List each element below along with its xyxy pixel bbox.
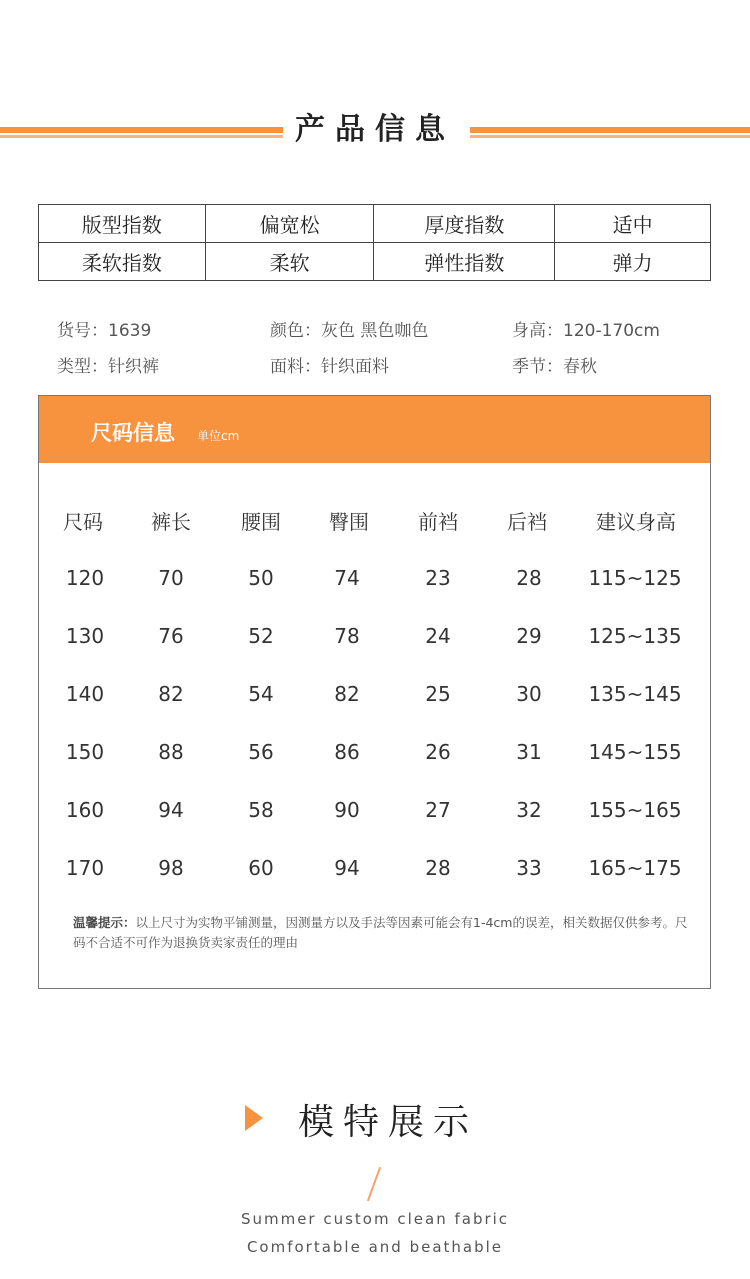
size-cell: 30 <box>516 682 542 706</box>
col-header-hip: 臀围 <box>329 510 369 534</box>
size-cell: 33 <box>516 856 542 880</box>
size-cell: 130 <box>65 624 105 648</box>
attr-value-fit: 偏宽松 <box>205 205 374 243</box>
size-card-header <box>39 396 710 463</box>
size-cell: 88 <box>158 740 184 764</box>
play-icon <box>245 1105 263 1131</box>
slash-divider <box>367 1167 381 1201</box>
attr-label-thickness: 厚度指数 <box>374 205 555 243</box>
attribute-row <box>39 205 711 243</box>
model-section-title: 模特展示 <box>298 1102 479 1143</box>
size-cell: 28 <box>425 856 451 880</box>
size-note-label: 温馨提示： <box>73 915 136 930</box>
size-cell: 27 <box>425 798 451 822</box>
size-cell: 31 <box>516 740 542 764</box>
size-cell: 76 <box>158 624 184 648</box>
size-note-text: 以上尺寸为实物平铺测量，因测量方以及手法等因素可能会有1-4cm的误差，相关数据仅供参考。尺码不合适不可作为退换货卖家责任的理由 <box>73 915 688 950</box>
info-season: 季节：春秋 <box>512 357 597 377</box>
size-cell: 160 <box>65 798 105 822</box>
size-card <box>38 395 711 989</box>
size-cell: 98 <box>158 856 184 880</box>
size-cell: 74 <box>334 566 360 590</box>
info-height: 身高：120-170cm <box>512 321 660 341</box>
size-cell: 135~145 <box>588 682 682 706</box>
col-header-length: 裤长 <box>151 510 191 534</box>
size-cell: 120 <box>65 566 105 590</box>
size-cell: 115~125 <box>588 566 682 590</box>
size-cell: 82 <box>334 682 360 706</box>
col-header-back-rise: 后裆 <box>507 510 547 534</box>
size-cell: 145~155 <box>588 740 682 764</box>
size-cell: 155~165 <box>588 798 682 822</box>
attribute-table <box>38 204 711 281</box>
size-cell: 170 <box>65 856 105 880</box>
size-cell: 24 <box>425 624 451 648</box>
size-cell: 60 <box>248 856 274 880</box>
size-cell: 58 <box>248 798 274 822</box>
size-cell: 125~135 <box>588 624 682 648</box>
size-cell: 90 <box>334 798 360 822</box>
size-cell: 25 <box>425 682 451 706</box>
attr-value-elasticity: 弹力 <box>555 243 711 281</box>
info-fabric: 面料：针织面料 <box>270 357 389 377</box>
size-cell: 70 <box>158 566 184 590</box>
attr-label-elasticity: 弹性指数 <box>374 243 555 281</box>
size-cell: 165~175 <box>588 856 682 880</box>
size-card-title: 尺码信息 <box>91 421 175 445</box>
size-cell: 32 <box>516 798 542 822</box>
info-color: 颜色：灰色 黑色咖色 <box>270 321 429 341</box>
info-type: 类型：针织裤 <box>57 357 159 377</box>
col-header-recommended-height: 建议身高 <box>596 510 676 534</box>
size-cell: 56 <box>248 740 274 764</box>
size-cell: 54 <box>248 682 274 706</box>
size-cell: 29 <box>516 624 542 648</box>
size-cell: 26 <box>425 740 451 764</box>
attr-label-softness: 柔软指数 <box>39 243 206 281</box>
size-cell: 140 <box>65 682 105 706</box>
col-header-front-rise: 前裆 <box>418 510 458 534</box>
attr-label-fit: 版型指数 <box>39 205 206 243</box>
size-cell: 50 <box>248 566 274 590</box>
size-cell: 94 <box>334 856 360 880</box>
attr-value-softness: 柔软 <box>205 243 374 281</box>
size-cell: 150 <box>65 740 105 764</box>
size-cell: 23 <box>425 566 451 590</box>
size-cell: 52 <box>248 624 274 648</box>
attribute-row <box>39 243 711 281</box>
size-card-unit: 单位cm <box>197 429 240 443</box>
size-cell: 82 <box>158 682 184 706</box>
tagline-line-1: Summer custom clean fabric <box>240 1210 510 1228</box>
page-title: 产品信息 <box>295 112 455 147</box>
col-header-waist: 腰围 <box>241 510 281 534</box>
size-cell: 94 <box>158 798 184 822</box>
size-cell: 28 <box>516 566 542 590</box>
col-header-size: 尺码 <box>63 510 103 534</box>
size-cell: 86 <box>334 740 360 764</box>
size-note <box>73 913 693 953</box>
tagline-line-2: Comfortable and beathable <box>246 1238 504 1256</box>
info-item-no: 货号：1639 <box>57 321 152 341</box>
size-cell: 78 <box>334 624 360 648</box>
attr-value-thickness: 适中 <box>555 205 711 243</box>
